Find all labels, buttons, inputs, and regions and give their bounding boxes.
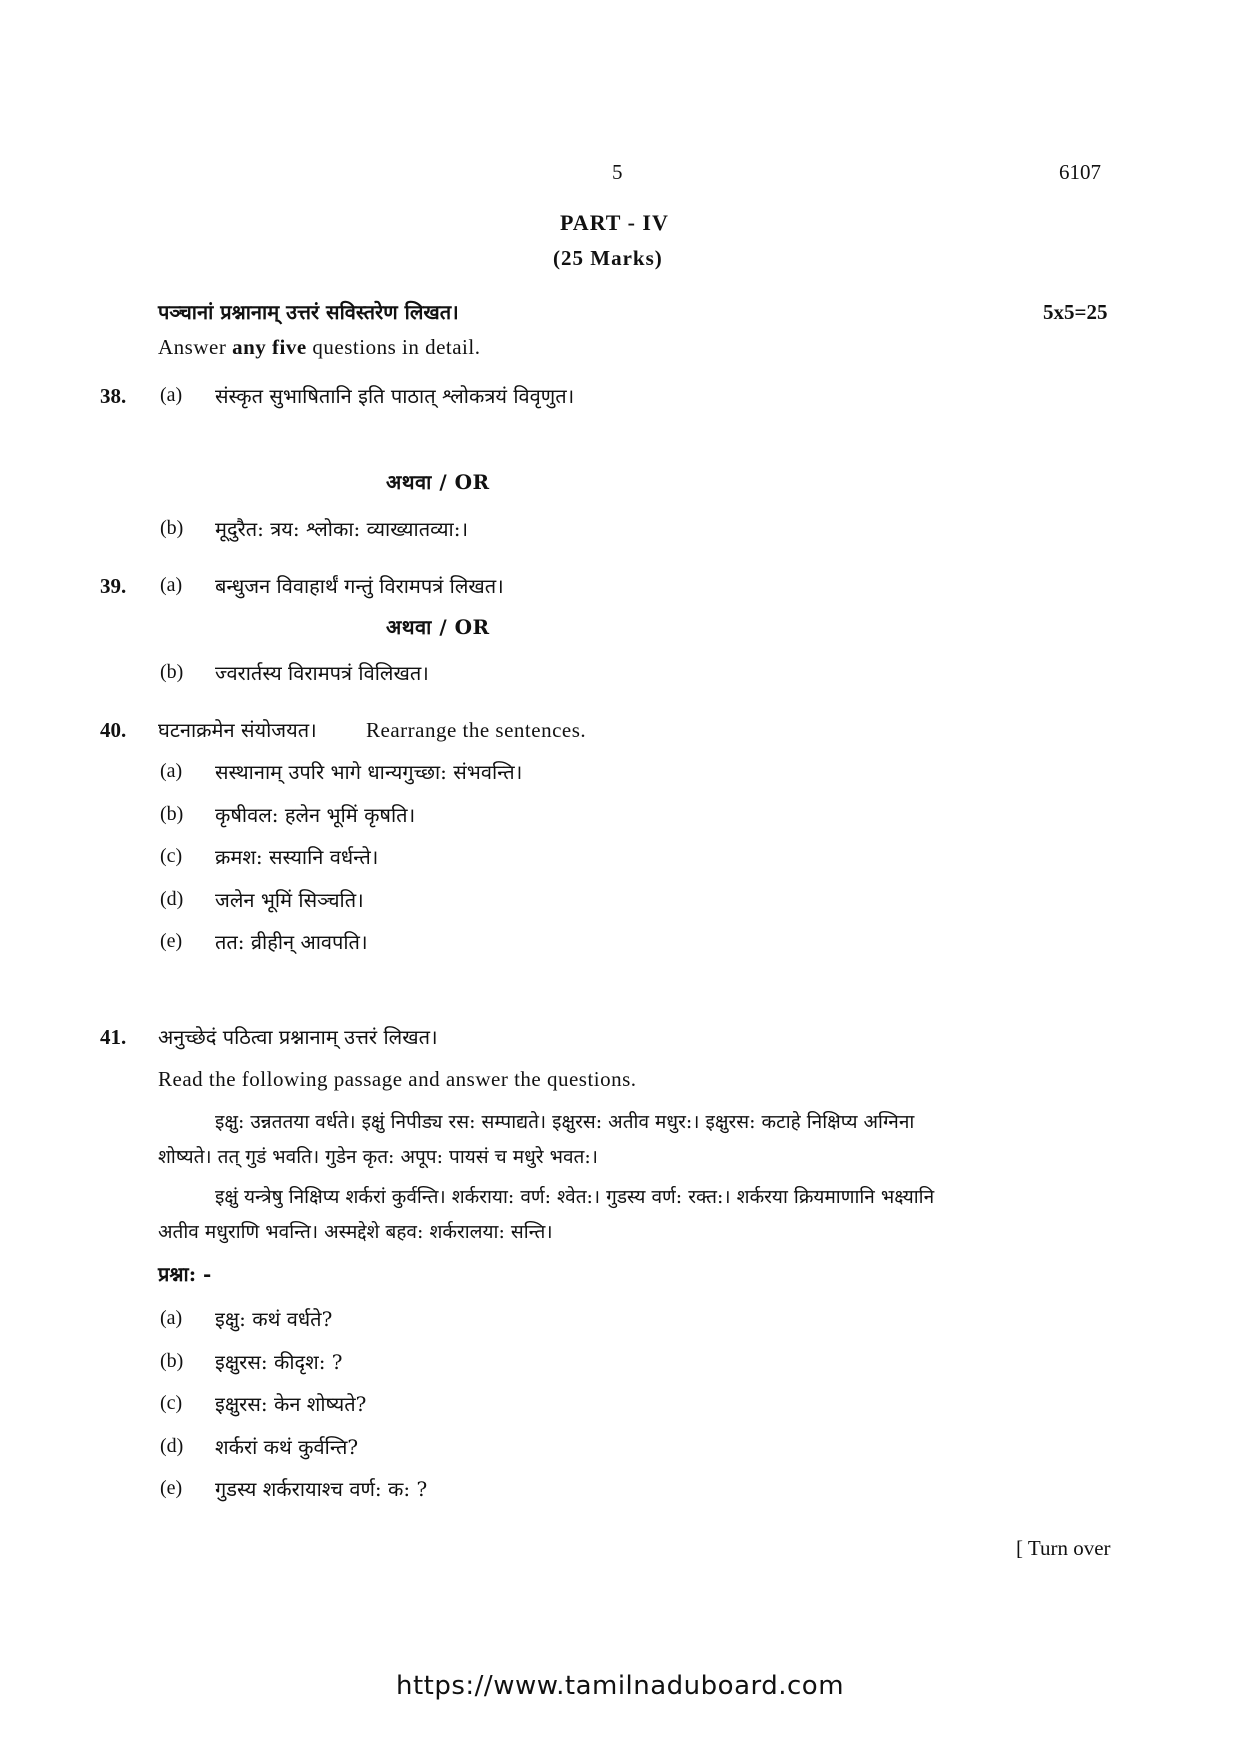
q40-item-b-label: (b) bbox=[160, 803, 184, 825]
instruction-english-pre: Answer bbox=[158, 335, 233, 359]
passage-para1-line1: इक्षु: उन्नततया वर्धते। इक्षुं निपीड्य रस: सम्पाद्यते। इक्षुरस: अतीव मधुर:। इक्षुरस: कटाहे निक्षिप्य अग्निना bbox=[215, 1111, 915, 1133]
q40-text-english: Rearrange the sentences. bbox=[366, 718, 587, 742]
passage-para2-line2: अतीव मधुराणि भवन्ति। अस्मद्देशे बहव: शर्करालया: सन्ति। bbox=[158, 1221, 553, 1243]
q40-item-d-text: जलेन भूमिं सिञ्चति। bbox=[215, 888, 364, 912]
passage-para2-line1: इक्षुं यन्त्रेषु निक्षिप्य शर्करां कुर्वन्ति। शर्कराया: वर्ण: श्वेत:। गुडस्य वर्ण: रक्त:। शर्करया क्रियमाणानि भक्ष्यानि bbox=[215, 1186, 935, 1208]
question-38-number: 38. bbox=[100, 384, 127, 408]
instruction-english-post: questions in detail. bbox=[306, 335, 481, 359]
q40-text-sanskrit: घटनाक्रमेन संयोजयत। bbox=[158, 718, 317, 742]
q41-question-e-label: (e) bbox=[160, 1477, 183, 1499]
q39-a-text: बन्धुजन विवाहार्थं गन्तुं विरामपत्रं लिखत। bbox=[215, 574, 504, 598]
q41-question-b-label: (b) bbox=[160, 1350, 184, 1372]
page-number: 5 bbox=[612, 160, 623, 184]
q38-a-text: संस्कृत सुभाषितानि इति पाठात् श्लोकत्रयं विवृणुत। bbox=[215, 384, 575, 408]
q41-question-e-text: गुडस्य शर्करायाश्च वर्ण: क: ? bbox=[215, 1477, 428, 1501]
q39-b-label: (b) bbox=[160, 661, 184, 683]
q41-question-a-text: इक्षु: कथं वर्धते? bbox=[215, 1307, 333, 1331]
q41-question-b-text: इक्षुरस: कीदृश: ? bbox=[215, 1350, 343, 1374]
q41-question-c-label: (c) bbox=[160, 1392, 183, 1414]
q39-a-label: (a) bbox=[160, 574, 183, 596]
question-40-number: 40. bbox=[100, 718, 127, 742]
q41-text-sanskrit: अनुच्छेदं पठित्वा प्रश्नानाम् उत्तरं लिखत। bbox=[158, 1025, 438, 1049]
q39-or: अथवा / OR bbox=[386, 615, 490, 639]
q40-item-e-text: तत: व्रीहीन् आवपति। bbox=[215, 930, 368, 954]
q39-b-text: ज्वरार्तस्य विरामपत्रं विलिखत। bbox=[215, 661, 429, 685]
turn-over: [ Turn over bbox=[1016, 1536, 1111, 1560]
q41-question-d-label: (d) bbox=[160, 1435, 184, 1457]
question-41-number: 41. bbox=[100, 1025, 127, 1049]
paper-code: 6107 bbox=[1059, 160, 1101, 184]
q40-item-c-label: (c) bbox=[160, 845, 183, 867]
question-39-number: 39. bbox=[100, 574, 127, 598]
q38-or: अथवा / OR bbox=[386, 470, 490, 494]
q41-text-english: Read the following passage and answer the questions. bbox=[158, 1067, 637, 1091]
website-url[interactable]: https://www.tamilnaduboard.com bbox=[396, 1671, 845, 1701]
instruction-english-bold: any five bbox=[232, 335, 307, 359]
q41-question-d-text: शर्करां कथं कुर्वन्ति? bbox=[215, 1435, 359, 1459]
q40-item-a-label: (a) bbox=[160, 760, 183, 782]
q40-item-d-label: (d) bbox=[160, 888, 184, 910]
passage-para1-line2: शोष्यते। तत् गुडं भवति। गुडेन कृत: अपूप: पायसं च मधुरे भवत:। bbox=[158, 1146, 598, 1168]
q38-a-label: (a) bbox=[160, 384, 183, 406]
q40-item-a-text: सस्थानाम् उपरि भागे धान्यगुच्छा: संभवन्ति। bbox=[215, 760, 523, 784]
q38-b-label: (b) bbox=[160, 517, 184, 539]
q41-question-a-label: (a) bbox=[160, 1307, 183, 1329]
q40-item-c-text: क्रमश: सस्यानि वर्धन्ते। bbox=[215, 845, 379, 869]
questions-heading: प्रश्ना: - bbox=[158, 1262, 212, 1286]
q41-question-c-text: इक्षुरस: केन शोष्यते? bbox=[215, 1392, 367, 1416]
part-title: PART - IV bbox=[560, 210, 669, 235]
instruction-marks: 5x5=25 bbox=[1043, 300, 1108, 324]
instruction-english bbox=[158, 335, 480, 360]
q40-item-e-label: (e) bbox=[160, 930, 183, 952]
q40-item-b-text: कृषीवल: हलेन भूमिं कृषति। bbox=[215, 803, 416, 827]
instruction-sanskrit: पञ्चानां प्रश्नानाम् उत्तरं सविस्तरेण लिखत। bbox=[158, 300, 459, 324]
q38-b-text: मूदुरैत: त्रय: श्लोका: व्याख्यातव्या:। bbox=[215, 517, 469, 541]
part-marks: (25 Marks) bbox=[553, 246, 663, 270]
